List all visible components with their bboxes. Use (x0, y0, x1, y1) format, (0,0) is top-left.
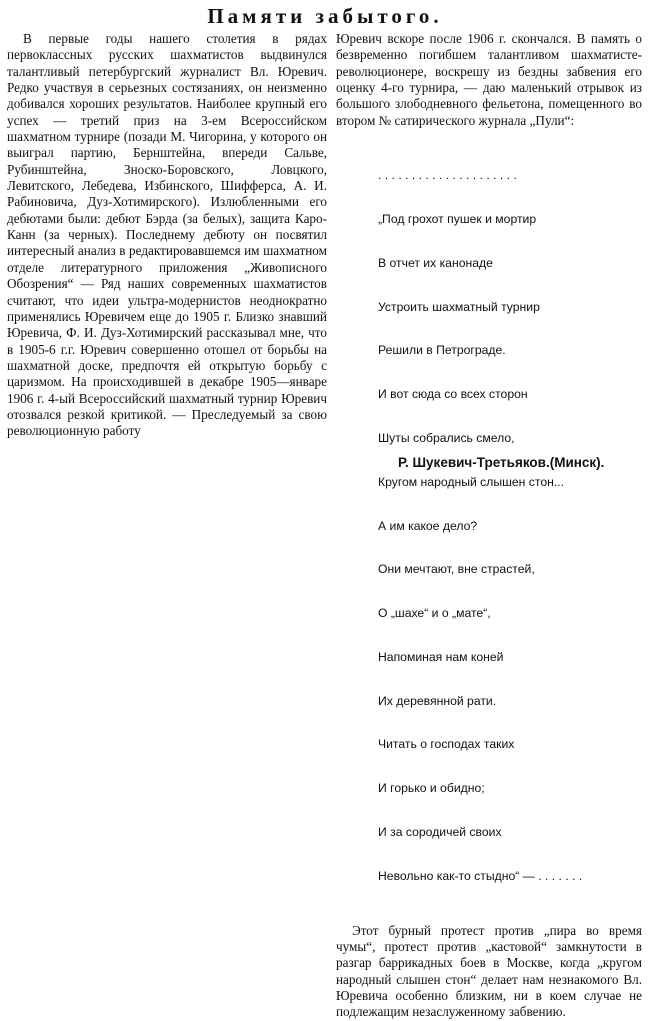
poem (378, 139, 642, 912)
left-column (7, 31, 327, 440)
poem-line: Решили в Петрограде. (378, 343, 506, 358)
poem-line: „Под грохот пушек и мортир (378, 212, 537, 227)
poem-line: И горько и обидно; (378, 781, 485, 796)
poem-line: Их деревянной рати. (378, 693, 497, 708)
poem-line: И вот сюда со всех сторон (378, 387, 528, 402)
poem-line: А им какое дело? (378, 518, 478, 533)
right-column (336, 31, 642, 1021)
right-intro-paragraph: Юревич вскоре после 1906 г. скончался. В память о безвременно погибшем талантливом шахматисте-революционере, воскрешу из бездны забвения его оценку 4-го турнира, — даю маленький отрывок из большого злободневного фельетона, помещенного во втором № сатирического журнала „Пули“: (336, 31, 642, 128)
poem-line: Невольно как-то стыдно“ — . . . . . . . (378, 868, 583, 883)
poem-line: В отчет их канонаде (378, 255, 493, 270)
poem-line: Напоминая нам коней (378, 649, 504, 664)
poem-line: . . . . . . . . . . . . . . . . . . . . . (378, 168, 517, 183)
right-outro-paragraph: Этот бурный протест против „пира во время чумы“, протест против „кастовой“ замкнутости в разгар баррикадных боев в Москве, когда „кругом народный слышен стон“ делает нам незнакомого Вл. Юревича особенно близким, ни в коем случае не подлежащим незаслуженному забвению. (336, 922, 642, 1020)
poem-line: Шуты собрались смело, (378, 430, 515, 445)
poem-line: Устроить шахматный турнир (378, 299, 540, 314)
article-title: Памяти забытого. (207, 4, 443, 28)
poem-line: Они мечтают, вне страстей, (378, 562, 535, 577)
author-signature: Р. Шукевич-Третьяков.(Минск). (398, 455, 605, 470)
poem-line: Кругом народный слышен стон... (378, 474, 564, 489)
poem-line: О „шахе“ и о „мате“, (378, 606, 491, 621)
left-paragraph: В первые годы нашего столетия в рядах первоклассных русских шахматистов выдвинулся талантливый петербургский журналист Вл. Юревич. Редко участвуя в серьезных состязаниях, он неизменно добивался хороших результатов. Наиболее крупный его успех — третий приз на 3-ем Всероссийском шахматном турнире (позади М. Чигорина, у которого он выиграл партию, Бернштейна, впереди Сальве, Рубинштейна, Зноско-Боровского, Ловцкого, Левитского, Лебедева, Избинского, Шифферса, А. И. Рабиновича, Дуз-Хотимирского). Излюбленными его дебютами были: дебют Бэрда (за белых), защита Каро-Канн (за черных). Последнему дебюту он посвятил интересный анализ в редактировавшемся им шахматном отделе литературного приложения „Живописного Обозрения“ — Ряд наших современных шахматистов считают, что идеи ультра-модернистов неоднократно применялись Юревичем еще до 1905 г. Близко знавший Юревича, Ф. И. Дуз-Хотимирский рассказывал мне, что в 1905-6 г.г. Юревич совершенно отошел от борьбы на шахматной доске, предпочтя ей открытую борьбу с царизмом. На происходившей в декабре 1905—январе 1906 г. 4-ый Всероссийский шахматный турнир Юревич отозвался резкой критикой. — Преследуемый за свою революционную работу (7, 31, 327, 439)
poem-line: И за сородичей своих (378, 824, 502, 839)
poem-line: Читать о господах таких (378, 737, 515, 752)
